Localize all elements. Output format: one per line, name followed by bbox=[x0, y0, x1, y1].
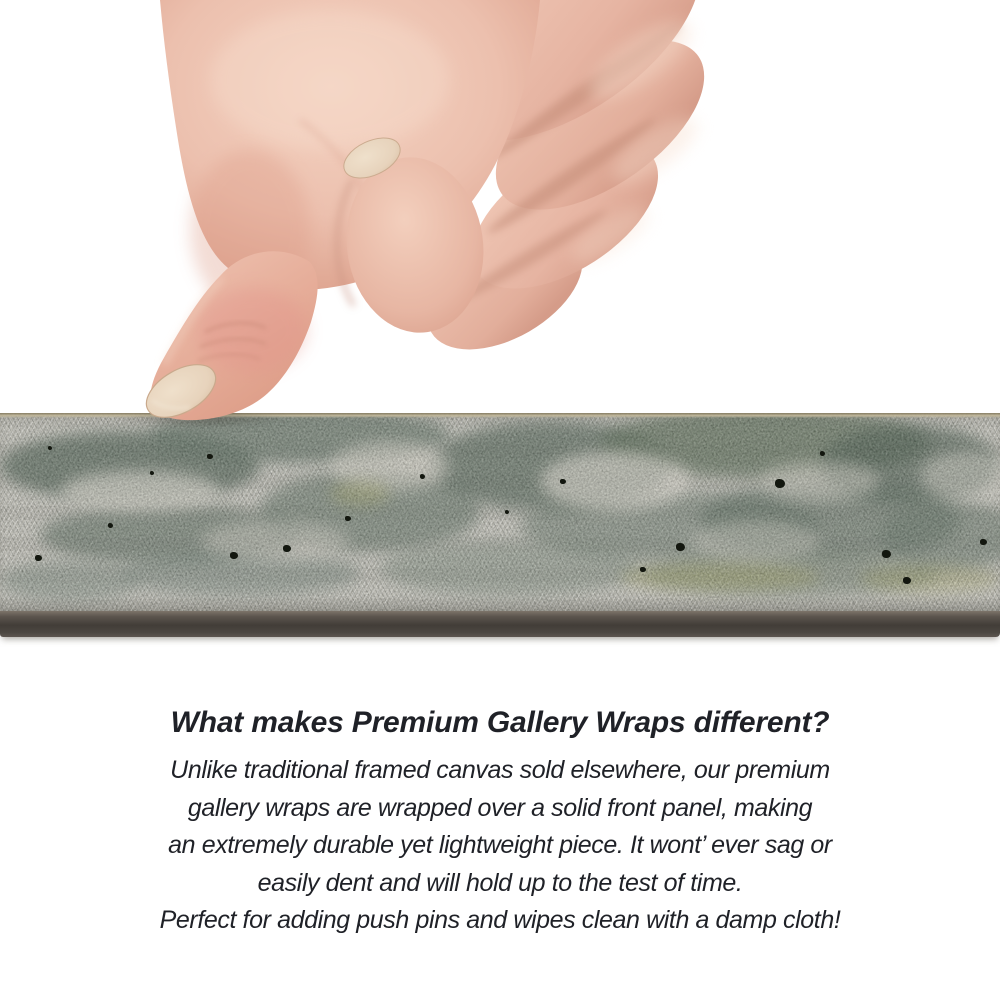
body-line-1: Unlike traditional framed canvas sold elsewhere, our premium bbox=[170, 756, 830, 784]
canvas-grain-noise bbox=[0, 413, 1000, 613]
curled-index-finger bbox=[335, 130, 494, 342]
fist-fingers bbox=[404, 0, 736, 374]
canvas-hole-speckle bbox=[420, 474, 425, 479]
canvas-strip bbox=[0, 413, 1000, 637]
canvas-hole-speckle bbox=[903, 577, 911, 584]
canvas-backing-edge bbox=[0, 611, 1000, 637]
body-line-2: gallery wraps are wrapped over a solid front panel, making bbox=[187, 793, 813, 822]
canvas-hole-speckle bbox=[882, 550, 891, 558]
canvas-hole-speckle bbox=[150, 471, 154, 475]
canvas-hole-speckle bbox=[108, 523, 113, 528]
canvas-texture-face bbox=[0, 413, 1000, 613]
index-fingernail bbox=[338, 130, 407, 186]
body-line-3: an extremely durable yet lightweight piece. It wont’ ever sag or bbox=[168, 831, 832, 859]
canvas-hole-speckle bbox=[775, 479, 785, 488]
heading: What makes Premium Gallery Wraps different? bbox=[170, 706, 830, 739]
body-line-5: Perfect for adding push pins and wipes clean with a damp cloth! bbox=[159, 906, 841, 934]
canvas-hole-speckle bbox=[283, 545, 291, 552]
canvas-hole-speckle bbox=[820, 451, 825, 456]
palm bbox=[160, 0, 540, 310]
thumb-contact-shadow bbox=[118, 413, 288, 427]
thumb bbox=[138, 251, 318, 428]
canvas-hole-speckle bbox=[230, 552, 238, 559]
canvas-hole-speckle bbox=[48, 446, 52, 450]
marketing-copy bbox=[0, 703, 1000, 940]
body-line-4: easily dent and will hold up to the test of time. bbox=[257, 868, 743, 897]
canvas-hole-speckle bbox=[676, 543, 685, 551]
canvas-hole-speckle bbox=[505, 510, 509, 514]
